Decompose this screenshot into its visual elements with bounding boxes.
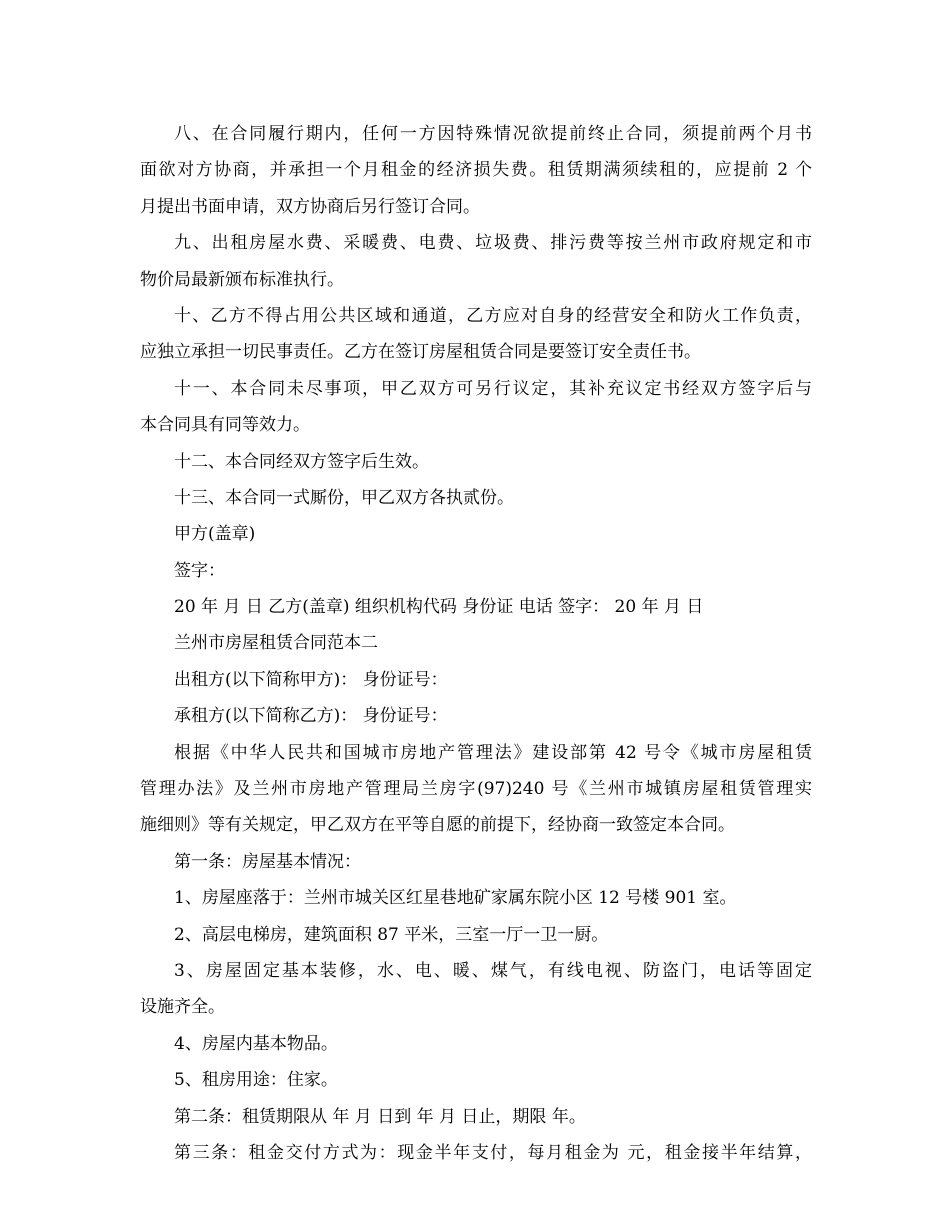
clause-8-line-3: 月提出书面申请，双方协商后另行签订合同。 — [140, 196, 480, 217]
clause-11-line-2: 本合同具有同等效力。 — [140, 415, 310, 436]
article-1-heading: 第一条：房屋基本情况： — [174, 851, 361, 872]
article-1-item-4: 4、房屋内基本物品。 — [174, 1033, 338, 1054]
preamble-line-2: 管理办法》及兰州市房地产管理局兰房字(97)240 号《兰州市城镇房屋租赁管理实 — [140, 779, 812, 800]
clause-8-line-1: 八、在合同履行期内，任何一方因特殊情况欲提前终止合同，须提前两个月书 — [174, 124, 812, 144]
lessor-line: 出租方(以下简称甲方)： 身份证号： — [174, 669, 448, 690]
clause-13: 十三、本合同一式厮份，甲乙双方各执贰份。 — [174, 487, 514, 508]
clause-12: 十二、本合同经双方签字后生效。 — [174, 451, 429, 472]
article-1-item-2: 2、高层电梯房，建筑面积 87 平米，三室一厅一卫一厨。 — [174, 924, 609, 945]
article-1-item-3-line-1: 3、房屋固定基本装修，水、电、暖、煤气，有线电视、防盗门，电话等固定 — [174, 960, 812, 981]
preamble-line-1: 根据《中华人民共和国城市房地产管理法》建设部第 42 号令《城市房屋租赁 — [174, 742, 812, 763]
clause-8-line-2: 面欲对方协商，并承担一个月租金的经济损失费。租赁期满须续租的，应提前 2 个 — [140, 160, 812, 181]
article-3-line-1: 第三条：租金交付方式为：现金半年支付，每月租金为 元，租金接半年结算， — [174, 1142, 812, 1163]
preamble-line-3: 施细则》等有关规定，甲乙双方在平等自愿的前提下，经协商一致签定本合同。 — [140, 815, 735, 836]
article-1-item-5: 5、租房用途：住家。 — [174, 1070, 338, 1091]
party-a-seal: 甲方(盖章) — [174, 524, 256, 545]
clause-10-line-1: 十、乙方不得占用公共区域和通道，乙方应对自身的经营安全和防火工作负责， — [174, 305, 812, 326]
lessee-line: 承租方(以下简称乙方)： 身份证号： — [174, 706, 448, 727]
article-1-item-3-line-2: 设施齐全。 — [140, 997, 225, 1018]
clause-11-line-1: 十一、本合同未尽事项，甲乙双方可另行议定，其补充议定书经双方签字后与 — [174, 378, 812, 399]
clause-10-line-2: 应独立承担一切民事责任。乙方在签订房屋租赁合同是要签订安全责任书。 — [140, 342, 701, 363]
template-two-title: 兰州市房屋租赁合同范本二 — [174, 633, 378, 654]
clause-9-line-2: 物价局最新颁布标准执行。 — [140, 269, 344, 290]
signature-date-line: 20 年 月 日 乙方(盖章) 组织机构代码 身份证 电话 签字： 20 年 月 日 — [174, 597, 704, 618]
clause-9-line-1: 九、出租房屋水费、采暖费、电费、垃圾费、排污费等按兰州市政府规定和市 — [174, 233, 812, 254]
article-1-item-1: 1、房屋座落于：兰州市城关区红星巷地矿家属东院小区 12 号楼 901 室。 — [174, 888, 737, 909]
article-2: 第二条：租赁期限从 年 月 日到 年 月 日止，期限 年。 — [174, 1106, 586, 1127]
signature-label: 签字： — [174, 560, 225, 581]
contract-text — [140, 116, 812, 1171]
